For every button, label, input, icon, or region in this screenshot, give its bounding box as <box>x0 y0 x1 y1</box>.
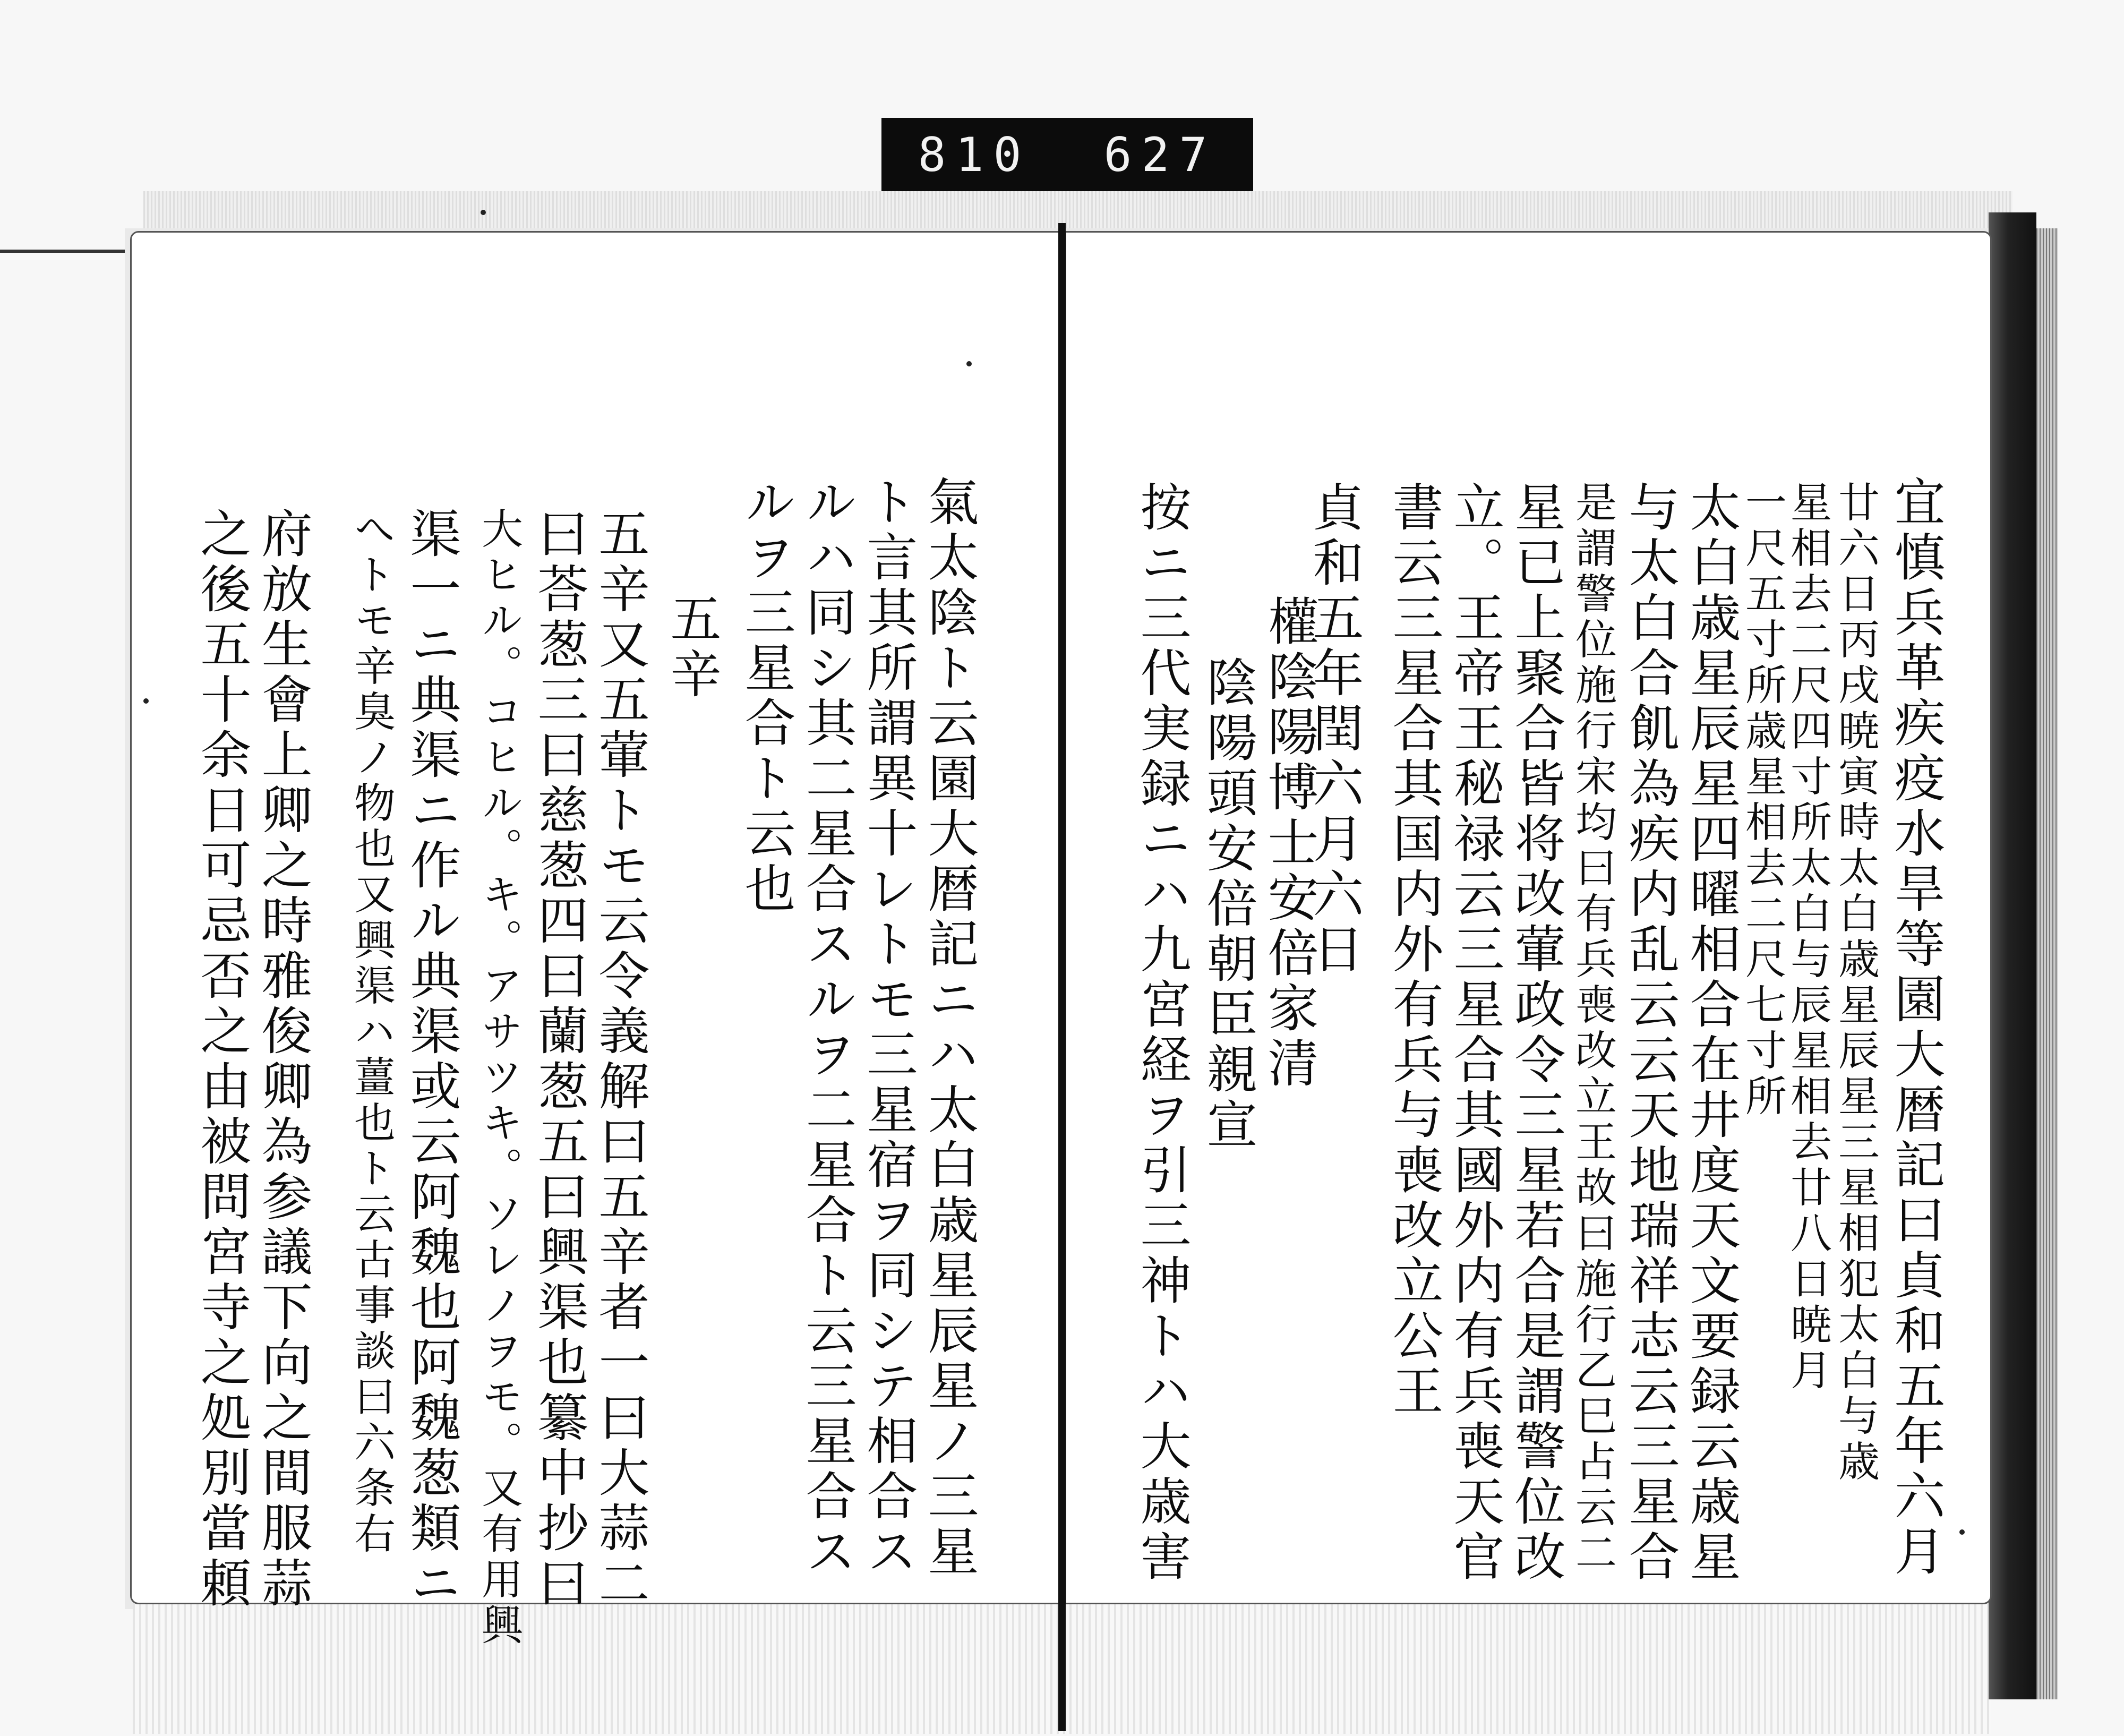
left-page-column-9: 渠一ニ典渠ニ作ル典渠或云阿魏也阿魏葱類ニ <box>402 507 461 1612</box>
left-page-column-6: 五辛又五葷トモ云令義解曰五辛者一曰大蒜二 <box>590 507 650 1612</box>
page-stack-right <box>2036 228 2058 1699</box>
right-page-column-8: 星已上聚合皆将改葷政令三星若合是謂警位改 <box>1506 481 1566 1585</box>
right-page-column-4: 一尺五寸所歳星相去二尺七寸所 <box>1738 481 1786 1120</box>
right-page-date: 貞和五年閏六月六日 <box>1305 481 1364 978</box>
top-edge-shadow <box>143 191 2012 234</box>
left-page-heading-gosin: 五辛 <box>662 592 722 703</box>
right-page-column-6: 与太白合飢為疾内乱云云天地瑞祥志云三星合 <box>1621 481 1680 1585</box>
left-page-column-10: へトモ辛臭ノ物也又興渠ハ薑也ト云古事談曰六条右 <box>347 507 395 1558</box>
right-page-column-5: 太白歳星辰星四曜相合在井度天文要録云歳星 <box>1682 481 1741 1585</box>
left-page-column-11: 府放生會上卿之時雅俊卿為参議下向之間服蒜 <box>253 507 313 1612</box>
right-page-column-2: 廿六日丙戌暁寅時太白歳星辰星三星相犯太白与歳 <box>1831 481 1879 1485</box>
film-label-left: 810 <box>918 127 1031 182</box>
scan-speck <box>143 698 149 704</box>
left-page-column-12: 之後五十余日可忌否之由被問宮寺之処別當頼 <box>192 507 252 1612</box>
scan-speck <box>1959 1529 1965 1535</box>
right-page-column-14: 按ニ三代実録ニハ九宮経ヲ引三神トハ大歳害 <box>1132 481 1192 1585</box>
left-page-column-4: ルヲ三星合ト云也 <box>736 475 796 917</box>
left-page-column-2: ト言其所謂異十レトモ三星宿ヲ同シテ相合ス <box>859 475 918 1580</box>
film-label-right: 627 <box>1103 127 1217 182</box>
book-gutter <box>1058 223 1066 1731</box>
book-spine-right <box>1989 212 2036 1699</box>
right-page-signature-1: 權陰陽博士安倍家清 <box>1260 595 1319 1092</box>
right-page-column-9: 立。王帝王秘禄云三星合其國外内有兵喪天官 <box>1445 481 1505 1585</box>
right-page-column-1: 宜慎兵革疾疫水旱等園大暦記曰貞和五年六月 <box>1886 475 1946 1580</box>
scan-speck <box>481 210 486 215</box>
left-page-column-8: 大ヒル。コヒル。キ。アサツキ。ソレノヲモ。又有用興 <box>475 507 523 1649</box>
left-edge-rule <box>0 250 127 253</box>
film-frame-label <box>881 118 1253 191</box>
left-page-column-3: ルハ同シ其二星合スルヲ二星合ト云三星合ス <box>798 475 857 1580</box>
right-page-signature-2: 陰陽頭安倍朝臣親宣 <box>1198 656 1258 1153</box>
right-page-column-3: 星相去二尺四寸所太白与辰星相去廿八日暁月 <box>1784 481 1831 1394</box>
right-page-column-7: 是謂警位施行宋均曰有兵喪改立王故曰施行乙巳占云二 <box>1569 481 1616 1577</box>
scan-speck <box>966 361 972 366</box>
left-page-column-1: 氣太陰ト云園大暦記ニハ太白歳星辰星ノ三星 <box>920 475 979 1580</box>
left-page-column-7: 曰荅葱三曰慈葱四曰蘭葱五曰興渠也纂中抄曰 <box>529 507 589 1612</box>
right-page-column-10: 書云三星合其国内外有兵与喪改立公王 <box>1384 481 1444 1419</box>
